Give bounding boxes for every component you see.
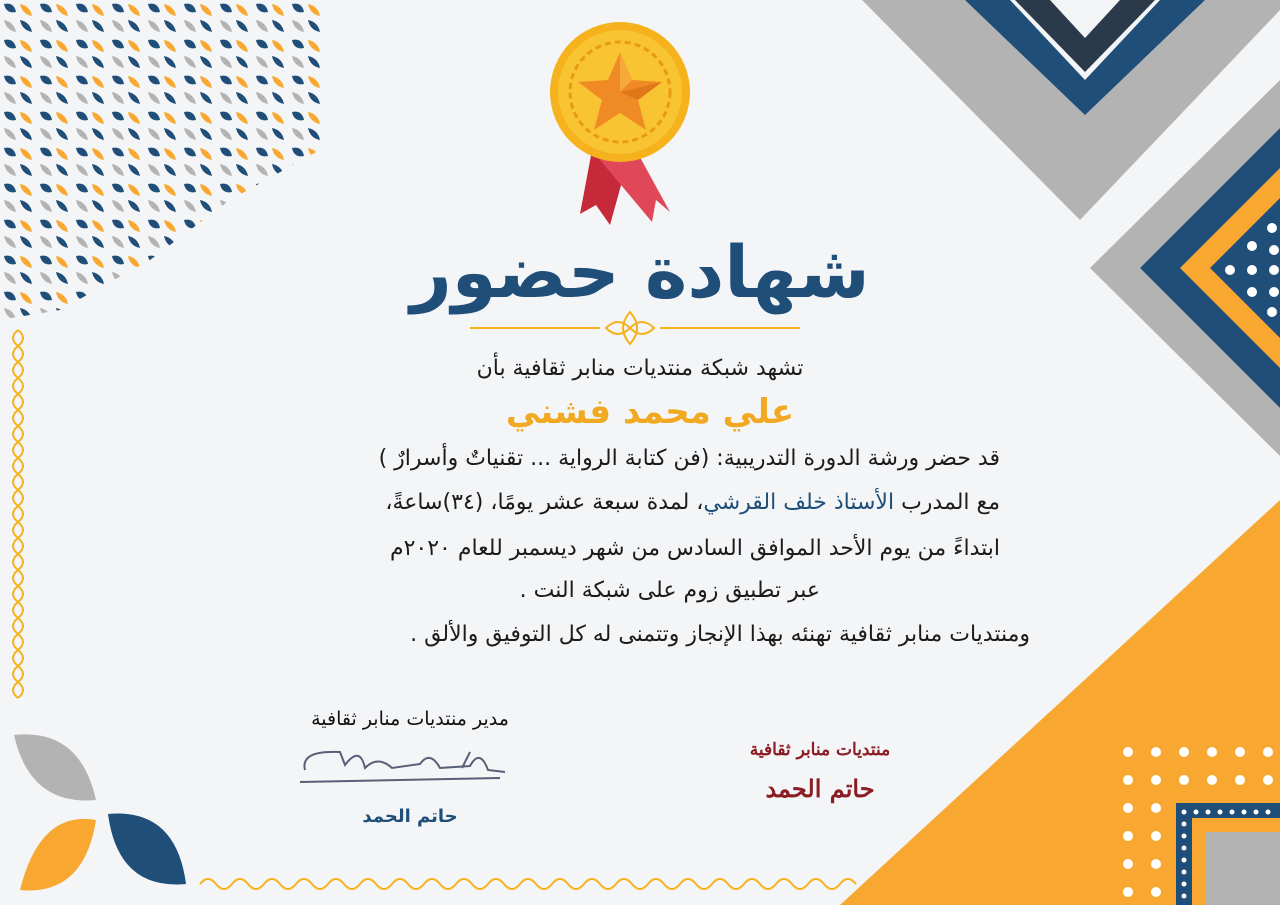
bottom-left-petals bbox=[14, 734, 186, 890]
title-divider bbox=[470, 312, 800, 344]
course-line: قد حضر ورشة الدورة التدريبية: (فن كتابة الرواية ... تقنياتٌ وأسرارٌ ) bbox=[378, 446, 1000, 471]
trainer-name: الأستاذ خلف القرشي bbox=[703, 490, 895, 515]
intro-text: تشهد شبكة منتديات منابر ثقافية بأن bbox=[476, 356, 804, 381]
left-ornament-border bbox=[13, 330, 23, 698]
leaf-pattern-decoration bbox=[0, 0, 320, 320]
bottom-ornament-border bbox=[200, 879, 856, 889]
congrats-line: ومنتديات منابر ثقافية تهنئه بهذا الإنجاز وتتمنى له كل التوفيق والألق . bbox=[410, 622, 1030, 647]
signature-scribble bbox=[300, 752, 505, 782]
top-right-chevrons bbox=[862, 0, 1280, 456]
date-line: ابتداءً من يوم الأحد الموافق السادس من شهر ديسمبر للعام ٢٠٢٠م bbox=[389, 536, 1000, 561]
recipient-name: علي محمد فشني bbox=[505, 392, 795, 432]
platform-line: عبر تطبيق زوم على شبكة النت . bbox=[519, 578, 820, 603]
trainer-line bbox=[270, 490, 1000, 516]
stamp-line1: منتديات منابر ثقافية bbox=[749, 740, 891, 760]
signature-name: حاتم الحمد bbox=[362, 806, 458, 827]
certificate-title: شهادة حضور bbox=[410, 230, 870, 314]
stamp-line2: حاتم الحمد bbox=[765, 774, 875, 803]
trainer-line-prefix: مع المدرب bbox=[901, 490, 1000, 515]
trainer-line-suffix: ، لمدة سبعة عشر يومًا، (٣٤)ساعةً، bbox=[385, 490, 704, 515]
medal-icon bbox=[550, 22, 690, 225]
signature-title: مدير منتديات منابر ثقافية bbox=[311, 708, 509, 730]
